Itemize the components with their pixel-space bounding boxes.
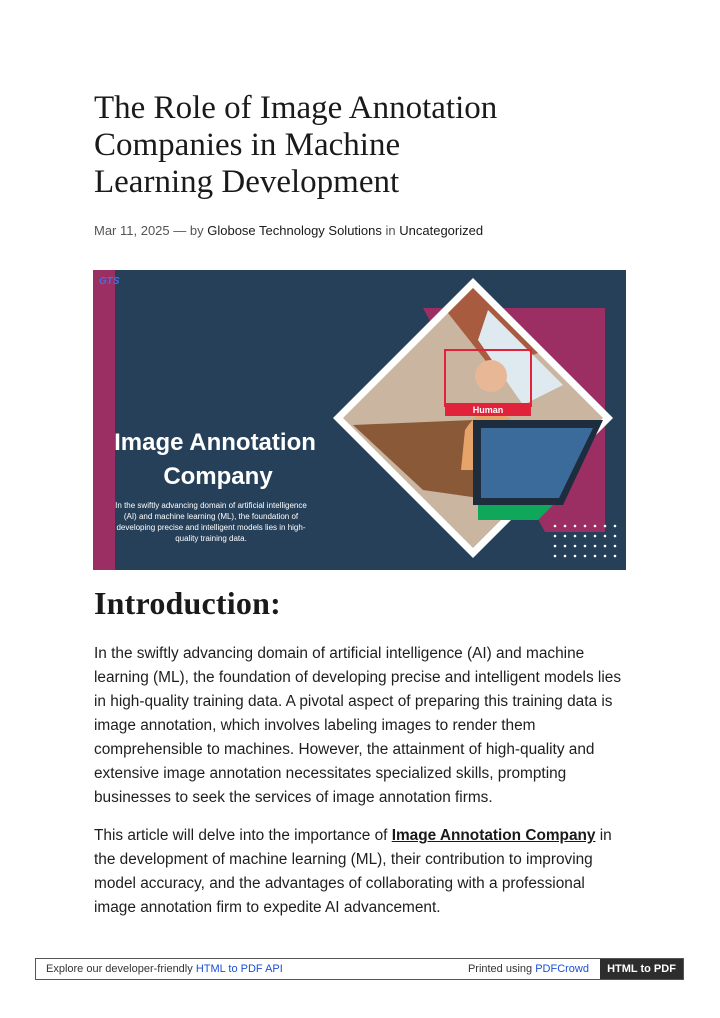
article-title: The Role of Image Annotation Companies in Machine Learning Development — [94, 90, 498, 200]
author-link[interactable]: Globose Technology Solutions — [207, 223, 382, 238]
decor-dot — [614, 525, 617, 528]
html-to-pdf-button[interactable]: HTML to PDF — [600, 959, 683, 979]
hero-caption-line2: (AI) and machine learning (ML), the foundation of — [123, 512, 299, 521]
decor-dot — [604, 525, 607, 528]
intro-paragraph-1: In the swiftly advancing domain of artificial intelligence (AI) and machine learning (ML), the foundation of developing precise and intelligent models lies in high-quality training data. A pivotal aspect of preparing this training data is image annotation, which involves labeling images to render them comprehensible to machines. However, the attainment of high-quality and extensive image annotation necessitates specialized skills, prompting businesses to seek the services of image annotation firms. — [94, 645, 622, 806]
decor-dot — [604, 545, 607, 548]
decor-dot — [584, 525, 587, 528]
decor-dot — [594, 555, 597, 558]
hero-illustration — [93, 270, 626, 570]
decor-dot — [554, 525, 557, 528]
decor-dot — [614, 555, 617, 558]
p2-after-text: in the development of machine learning (ML), their contribution to improving model accuracy, and the advantages of collaborating with a professional image annotation firm to expedite AI advancement. — [94, 827, 612, 916]
decor-dot — [574, 555, 577, 558]
pdf-footer-bar — [35, 958, 684, 980]
category-link[interactable]: Uncategorized — [399, 223, 484, 238]
decor-dot — [594, 525, 597, 528]
hero-caption-line4: quality training data. — [175, 534, 247, 543]
post-date: Mar 11, 2025 — [94, 223, 170, 238]
decor-dot — [594, 545, 597, 548]
in-separator: in — [385, 223, 396, 238]
decor-dot — [564, 525, 567, 528]
gts-logo: GTS — [99, 276, 120, 287]
decor-dot — [614, 545, 617, 548]
intro-paragraph-2 — [94, 824, 628, 920]
image-annotation-company-link[interactable]: Image Annotation Company — [391, 827, 596, 844]
decor-dot — [564, 555, 567, 558]
decor-dot — [574, 535, 577, 538]
article-meta — [94, 223, 628, 238]
hero-caption-line3: developing precise and intelligent models lies in high- — [116, 523, 306, 532]
footer-left-text: Explore our developer-friendly — [46, 963, 196, 975]
decor-dot — [594, 535, 597, 538]
decor-dot — [614, 535, 617, 538]
decor-dot — [584, 545, 587, 548]
left-accent-band — [93, 270, 115, 570]
introduction-heading: Introduction: — [94, 585, 281, 621]
footer-right-text: Printed using — [467, 963, 536, 975]
decor-dot — [564, 545, 567, 548]
annotation-label: Human — [472, 405, 504, 415]
hero-caption-line1: In the swiftly advancing domain of artificial intelligence — [115, 501, 307, 510]
decor-dot — [574, 525, 577, 528]
decor-dot — [584, 555, 587, 558]
pdfcrowd-link[interactable]: PDFCrowd — [535, 963, 589, 975]
decor-dot — [604, 555, 607, 558]
hero-image — [93, 270, 626, 570]
p2-before-text: This article will delve into the importance of — [94, 827, 392, 844]
decor-dot — [554, 545, 557, 548]
html-to-pdf-api-link[interactable]: HTML to PDF API — [195, 963, 283, 975]
hero-heading-line2: Company — [163, 463, 273, 490]
hero-heading-line1: Image Annotation — [114, 429, 316, 456]
decor-dot — [554, 555, 557, 558]
by-separator: — by — [173, 223, 204, 238]
footer-left — [46, 963, 283, 975]
decor-dot — [604, 535, 607, 538]
article-header — [94, 90, 628, 238]
decor-dot — [554, 535, 557, 538]
decor-dot — [564, 535, 567, 538]
decor-dot — [584, 535, 587, 538]
decor-dot — [574, 545, 577, 548]
footer-right — [468, 963, 589, 975]
